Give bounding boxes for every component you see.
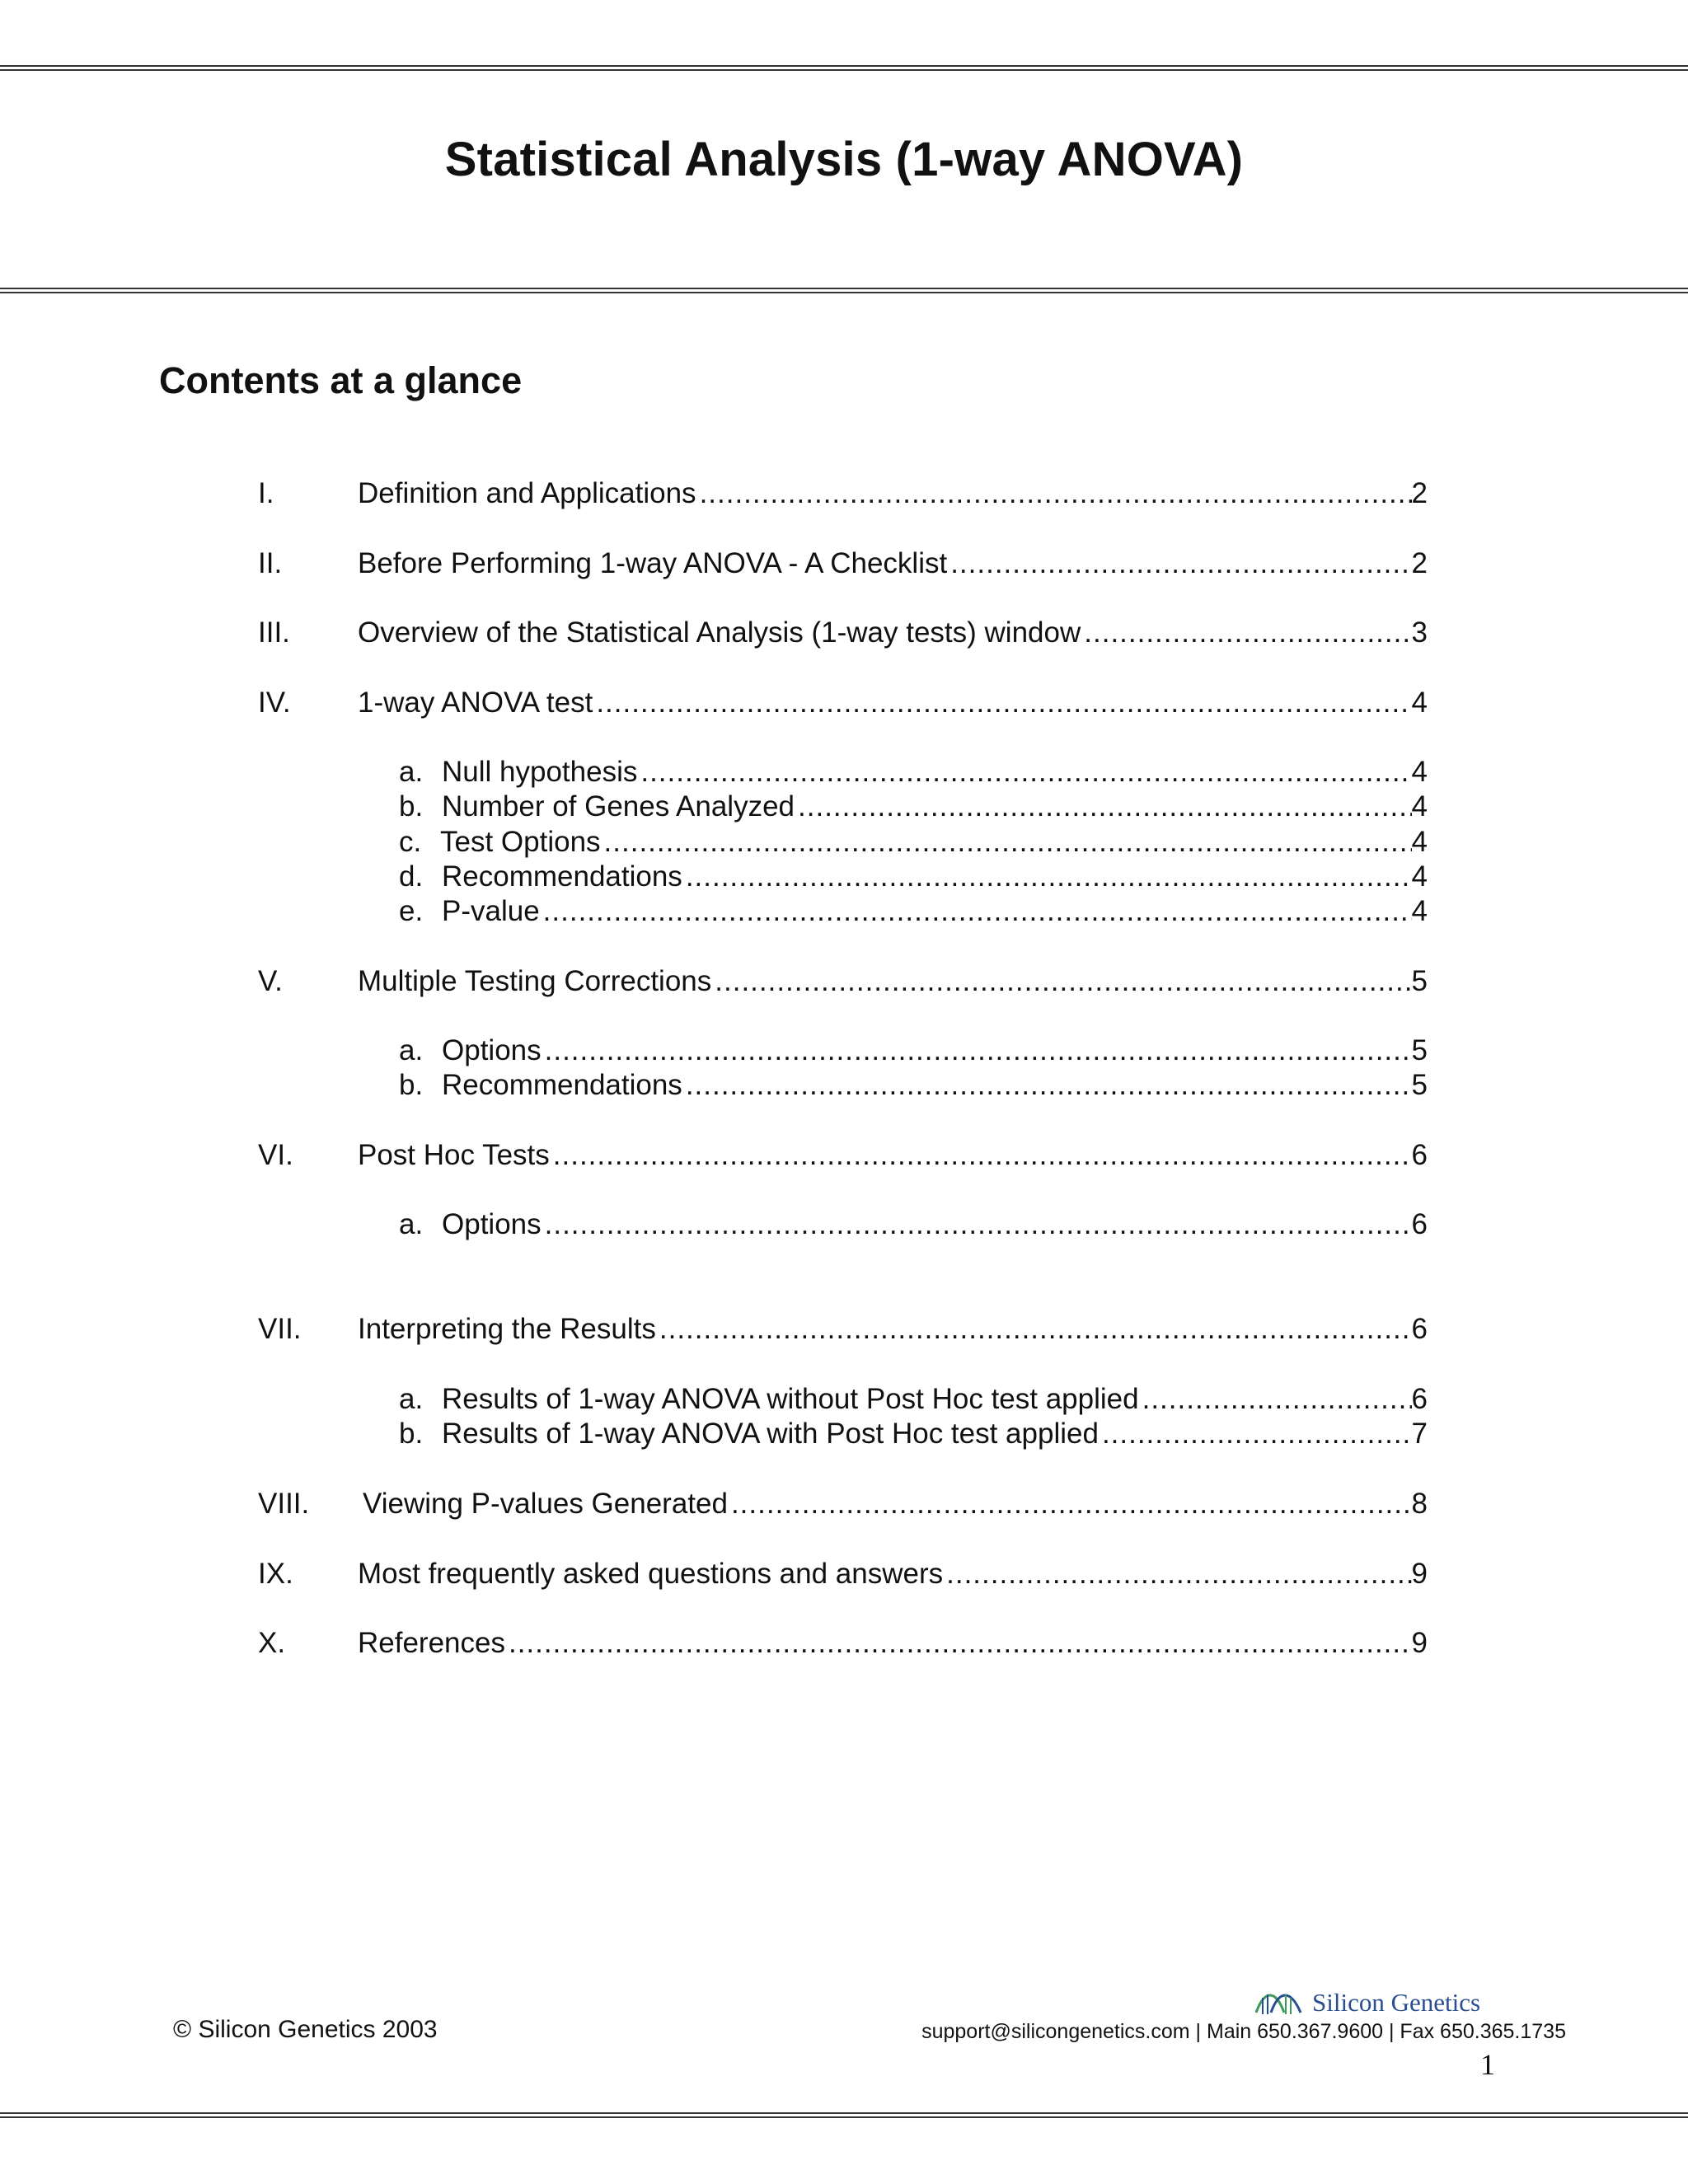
toc-page: 5 [1411,965,1428,997]
toc-leader [509,1623,1412,1664]
toc-leader [1084,612,1411,654]
toc-entry-7b[interactable] [0,1413,1688,1455]
page-title: Statistical Analysis (1-way ANOVA) [444,133,1244,186]
toc-title: Multiple Testing Corrections [358,965,712,997]
toc-title: Interpreting the Results [358,1313,656,1345]
toc-leader [659,1309,1412,1350]
toc-leader [545,1204,1412,1245]
toc-entry-4[interactable] [0,682,1688,724]
toc-number: a. [399,756,424,788]
toc-title: Options [442,1034,542,1066]
toc-page: 4 [1411,790,1428,823]
toc-page: 4 [1411,826,1428,858]
toc-number: a. [399,1034,424,1066]
toc-page: 5 [1411,1069,1428,1101]
toc-page: 6 [1411,1313,1428,1345]
toc-page: 6 [1411,1139,1428,1171]
toc-number: c. [399,826,422,858]
toc-title: Results of 1-way ANOVA without Post Hoc test applied [442,1383,1139,1415]
toc-entry-6a[interactable] [0,1204,1688,1245]
toc-number: II. [258,547,283,579]
toc-number: b. [399,790,424,823]
toc-entry-3[interactable] [0,612,1688,654]
toc-page: 8 [1411,1488,1428,1520]
toc-page: 6 [1411,1208,1428,1240]
toc-title: Recommendations [442,860,682,893]
toc-entry-1[interactable] [0,473,1688,514]
copyright-notice: © Silicon Genetics 2003 [173,2016,438,2043]
toc-number: X. [258,1627,286,1659]
contents-heading: Contents at a glance [159,359,523,401]
toc-page: 5 [1411,1034,1428,1066]
toc-entry-5b[interactable] [0,1065,1688,1106]
toc-entry-8[interactable] [0,1483,1688,1525]
toc-page: 3 [1411,616,1428,649]
toc-entry-10[interactable] [0,1623,1688,1664]
toc-title: Viewing P-values Generated [363,1488,728,1520]
toc-entry-4e[interactable] [0,891,1688,932]
toc-page: 9 [1411,1558,1428,1590]
top-rule-inner [0,69,1688,71]
toc-leader [596,682,1411,724]
toc-title: P-value [442,895,540,927]
toc-leader [1102,1413,1412,1455]
toc-number: a. [399,1383,424,1415]
toc-leader [946,1554,1411,1595]
toc-number: VIII. [258,1488,310,1520]
toc-number: b. [399,1418,424,1450]
toc-title: Number of Genes Analyzed [442,790,795,823]
toc-leader [715,961,1411,1002]
toc-number: III. [258,616,290,649]
toc-entry-9[interactable] [0,1554,1688,1595]
toc-title: Definition and Applications [358,477,696,509]
toc-entry-2[interactable] [0,543,1688,584]
toc-title: Null hypothesis [442,756,638,788]
toc-number: VII. [258,1313,302,1345]
toc-page: 4 [1411,895,1428,927]
toc-number: d. [399,860,424,893]
toc-number: I. [258,477,274,509]
page-number: 1 [1480,2048,1495,2081]
toc-page: 4 [1411,756,1428,788]
toc-title: Before Performing 1-way ANOVA - A Checklist [358,547,948,579]
logo-text: Silicon Genetics [1312,1988,1481,2017]
toc-page: 6 [1411,1383,1428,1415]
toc-entry-7[interactable] [0,1309,1688,1350]
toc-leader [686,1065,1412,1106]
toc-title: Overview of the Statistical Analysis (1-way tests) window [358,616,1081,649]
dna-logo-icon [1253,1988,1304,2018]
toc-entry-6[interactable] [0,1135,1688,1176]
toc-title: Results of 1-way ANOVA with Post Hoc test applied [442,1418,1099,1450]
toc-page: 7 [1411,1418,1428,1450]
company-logo [1253,1985,1480,2021]
toc-title: Test Options [440,826,601,858]
top-rule [0,65,1688,67]
toc-page: 2 [1411,477,1428,509]
toc-leader [950,543,1411,584]
title-rule-inner [0,292,1688,293]
toc-number: IV. [258,687,291,719]
toc-leader [731,1483,1412,1525]
toc-number: V. [258,965,283,997]
toc-page: 9 [1411,1627,1428,1659]
toc-title: Most frequently asked questions and answers [358,1558,944,1590]
toc-number: a. [399,1208,424,1240]
toc-leader [543,891,1412,932]
toc-page: 4 [1411,687,1428,719]
toc-title: Options [442,1208,542,1240]
toc-title: 1-way ANOVA test [358,687,593,719]
toc-leader [700,473,1412,514]
toc-page: 2 [1411,547,1428,579]
bottom-rule [0,2112,1688,2114]
toc-number: b. [399,1069,424,1101]
toc-entry-5[interactable] [0,961,1688,1002]
toc-number: IX. [258,1558,293,1590]
toc-title: Recommendations [442,1069,682,1101]
toc-title: References [358,1627,505,1659]
contact-info: support@silicongenetics.com | Main 650.367.9600 | Fax 650.365.1735 [921,2020,1566,2043]
toc-page: 4 [1411,860,1428,893]
bottom-rule-inner [0,2116,1688,2118]
toc-leader [553,1135,1412,1176]
toc-number: VI. [258,1139,293,1171]
title-rule [0,288,1688,289]
toc-number: e. [399,895,424,927]
toc-title: Post Hoc Tests [358,1139,550,1171]
